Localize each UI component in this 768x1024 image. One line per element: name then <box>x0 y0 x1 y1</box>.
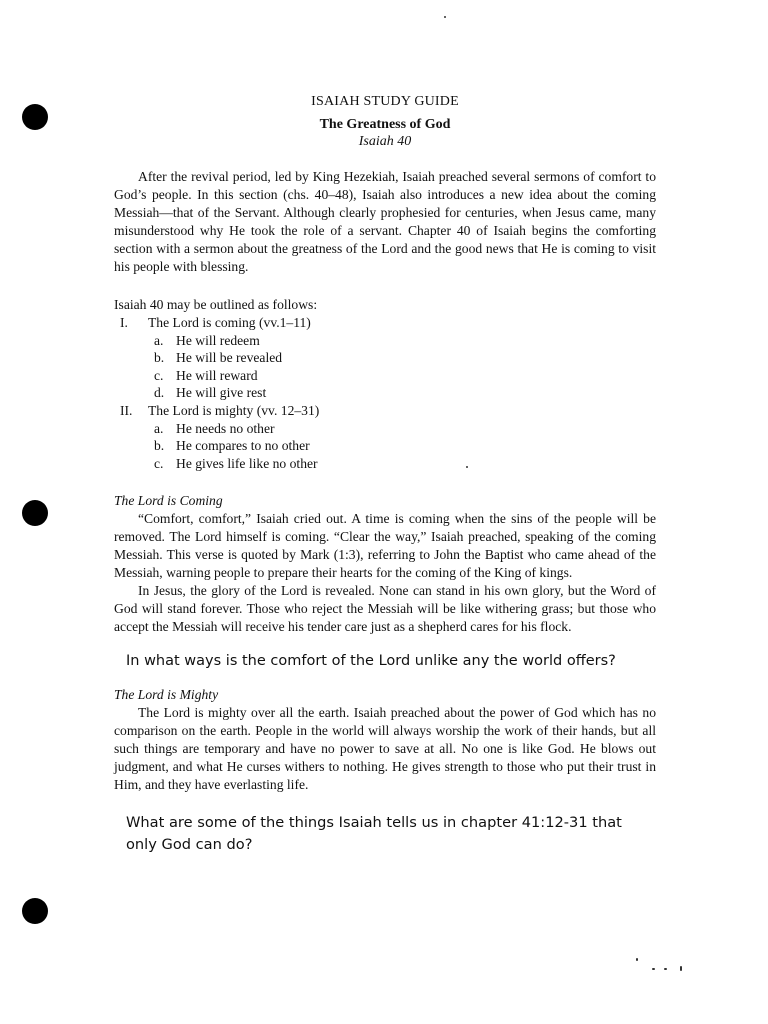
outline-subitem <box>154 332 656 350</box>
intro-paragraph: After the revival period, led by King Hezekiah, Isaiah preached several sermons of comfort to God’s people. In this section (chs. 40–48), Isaiah also introduces a new idea about the coming Messiah—that of the Servant. Although clearly prophesied for centuries, when Jesus came, many misunderstood why He took the role of a servant. Chapter 40 of Isaiah begins the comforting section with a sermon about the greatness of the Lord and the good news that He is coming to visit his people with blessing. <box>114 169 656 274</box>
outline-subitem <box>154 349 656 367</box>
scan-speck <box>652 968 655 970</box>
outline-subtext: He needs no other <box>176 420 275 436</box>
section-paragraph: The Lord is mighty over all the earth. Isaiah preached about the power of God which has no comparison on the earth. People in the world will always worship the work of their hands, but all such things are temporary and have no power to save at all. No one is like God. He blows out judgment, and what He curses withers to nothing. He gives strength to those who put their trust in Him, and they have everlasting life. <box>114 705 656 793</box>
binder-hole-bottom <box>22 898 48 924</box>
outline-subtext: He compares to no other <box>176 438 310 454</box>
outline-number: I. <box>120 315 128 330</box>
outline-letter: a. <box>154 332 164 348</box>
outline-intro: Isaiah 40 may be outlined as follows: <box>114 297 318 312</box>
binder-hole-middle <box>22 500 48 526</box>
outline-subitem <box>154 367 656 385</box>
outline-sublist <box>120 420 656 473</box>
outline-subitem <box>154 455 656 473</box>
scan-speck <box>444 16 446 18</box>
section-paragraph: In Jesus, the glory of the Lord is revealed. None can stand in his own glory, but the Word of God will stand forever. Those who reject the Messiah will be like withering grass; but those who accept the Messiah will receive his tender care just as a shepherd cares for his flock. <box>114 583 656 635</box>
outline-subtext: He gives life like no other <box>176 455 318 471</box>
section-heading-coming: The Lord is Coming <box>114 493 223 509</box>
outline-subtext: He will give rest <box>176 385 267 401</box>
discussion-question: In what ways is the comfort of the Lord unlike any the world offers? <box>126 653 616 670</box>
outline-letter: b. <box>154 438 165 454</box>
scan-speck <box>636 958 638 961</box>
outline-text: The Lord is coming (vv.1–11) <box>148 315 311 330</box>
scripture-reference: Isaiah 40 <box>358 134 412 149</box>
outline-letter: a. <box>154 420 164 436</box>
outline-letter: b. <box>154 350 165 366</box>
outline-list <box>114 314 656 472</box>
outline-subtext: He will redeem <box>176 332 260 348</box>
outline-letter: d. <box>154 385 165 401</box>
outline-item <box>114 314 656 402</box>
outline-subtext: He will reward <box>176 367 258 383</box>
discussion-question: What are some of the things Isaiah tells us in chapter 41:12-31 that only God can do? <box>126 814 622 854</box>
outline-letter: c. <box>154 367 164 383</box>
outline-item <box>114 402 656 472</box>
section-paragraph: “Comfort, comfort,” Isaiah cried out. A time is coming when the sins of the people will be removed. The Lord himself is coming. “Clear the way,” Isaiah preached, speaking of the coming Messiah. This verse is quoted by Mark (1:3), referring to John the Baptist who came ahead of the Messiah, warning people to prepare their hearts for the coming of the King of kings. <box>114 511 656 581</box>
outline-text: The Lord is mighty (vv. 12–31) <box>148 402 320 418</box>
binder-hole-top <box>22 104 48 130</box>
scan-speck <box>680 966 682 971</box>
page-title: ISAIAH STUDY GUIDE <box>311 94 459 109</box>
outline-subitem <box>154 420 656 438</box>
outline-subtext: He will be revealed <box>176 350 283 366</box>
scan-speck <box>664 968 667 970</box>
outline-sublist <box>120 332 656 402</box>
document-page <box>114 94 656 856</box>
outline-subitem <box>154 437 656 455</box>
outline-letter: c. <box>154 455 164 471</box>
outline-number: II. <box>120 402 133 418</box>
page-subtitle: The Greatness of God <box>319 117 451 132</box>
outline-subitem <box>154 384 656 402</box>
section-heading-mighty: The Lord is Mighty <box>114 687 219 703</box>
